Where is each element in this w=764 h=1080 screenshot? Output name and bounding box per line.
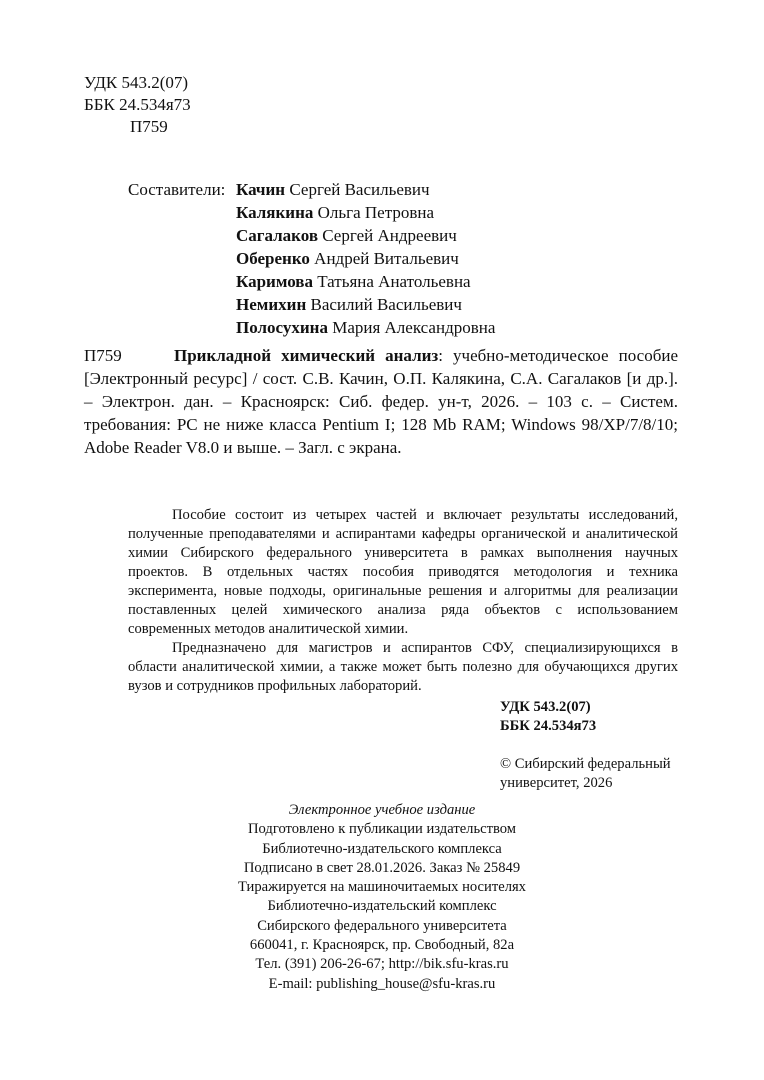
compiler-surname: Качин <box>236 180 286 199</box>
classification-codes <box>84 72 191 138</box>
book-title: Прикладной химический анализ <box>174 346 439 365</box>
imprint-line: Подготовлено к публикации издательством <box>247 821 517 838</box>
biblio-text: : учебно-методическое пособие [Электронный ресурс] / сост. С.В. Качин, О.П. Калякина, С.А. Сагалаков [и др.]. – Электрон. дан. – Красноярск: Сиб. федер. ун-т, 2026. – 103 с. – Систем. требования: PC не ниже класса Pentium I; 128 Mb RAM; Windows 98/XP/7/8/10; Adobe Reader V8.0 и выше. – Загл. с экрана. <box>84 346 678 457</box>
compiler-surname: Сагалаков <box>236 226 319 245</box>
imprint-line: Тиражируется на машиночитаемых носителях <box>238 879 526 896</box>
imprint-line: Библиотечно-издательский комплекс <box>267 898 497 915</box>
imprint-line: Библиотечно-издательского комплекса <box>262 840 502 857</box>
compilers-block <box>128 178 495 339</box>
imprint-line: Подписано в свет 28.01.2026. Заказ № 25849 <box>243 859 521 876</box>
compiler-row <box>128 316 495 339</box>
audience-paragraph: Предназначено для магистров и аспирантов СФУ, специализирующихся в области аналитической химии, а также может быть полезно для обучающихся других вузов и сотрудников профильных лабораторий. <box>128 640 678 694</box>
imprint-phone-website: Тел. (391) 206-26-67; http://bik.sfu-kras.ru <box>255 956 509 973</box>
compiler-given-name: Сергей Андреевич <box>322 226 457 245</box>
author-mark: П759 <box>130 117 168 136</box>
copyright-notice <box>500 755 690 793</box>
compilers-label: Составители: <box>128 180 226 199</box>
compiler-row <box>128 178 495 201</box>
imprint-email: E-mail: publishing_house@sfu-kras.ru <box>268 975 496 992</box>
udk-code-bold: УДК 543.2(07) <box>500 699 591 715</box>
bbk-code-bold: ББК 24.534я73 <box>500 718 597 734</box>
abstract <box>128 506 678 696</box>
compiler-surname: Оберенко <box>236 249 310 268</box>
compiler-given-name: Мария Александровна <box>332 318 496 337</box>
compiler-given-name: Сергей Васильевич <box>289 180 430 199</box>
compiler-surname: Полосухина <box>236 318 328 337</box>
biblio-code: П759 <box>84 346 122 365</box>
udk-code: УДК 543.2(07) <box>84 73 189 92</box>
compiler-surname: Калякина <box>236 203 314 222</box>
compiler-row <box>128 293 495 316</box>
edition-type: Электронное учебное издание <box>288 802 476 818</box>
bibliographic-record <box>84 344 678 459</box>
abstract-paragraph: Пособие состоит из четырех частей и включает результаты исследований, полученные преподавателями и аспирантами кафедры органической и аналитической химии Сибирского федерального университета в рамках выполнения научных проектов. В отдельных частях пособия приводятся методология и техника эксперимента, новые подходы, оригинальные решения и алгоритмы для реализации поставленных целей химического анализа ряда объектов с использованием современных методов аналитической химии. <box>128 507 678 637</box>
bbk-code: ББК 24.534я73 <box>84 95 191 114</box>
compiler-given-name: Василий Васильевич <box>310 295 462 314</box>
classification-block <box>500 698 596 736</box>
compiler-surname: Каримова <box>236 272 313 291</box>
biblio-description <box>84 344 678 459</box>
compiler-row <box>128 224 495 247</box>
copyright-line-1: © Сибирский федеральный <box>500 756 671 772</box>
copyright-line-2: университет, 2026 <box>500 775 613 791</box>
compiler-given-name: Андрей Витальевич <box>314 249 459 268</box>
imprint <box>0 801 764 994</box>
imprint-address: 660041, г. Красноярск, пр. Свободный, 82а <box>249 937 515 954</box>
compiler-row <box>128 201 495 224</box>
imprint-line: Сибирского федерального университета <box>257 917 507 934</box>
compiler-surname: Немихин <box>236 295 307 314</box>
compiler-given-name: Ольга Петровна <box>317 203 435 222</box>
compiler-row <box>128 247 495 270</box>
compiler-given-name: Татьяна Анатольевна <box>317 272 471 291</box>
compiler-row <box>128 270 495 293</box>
